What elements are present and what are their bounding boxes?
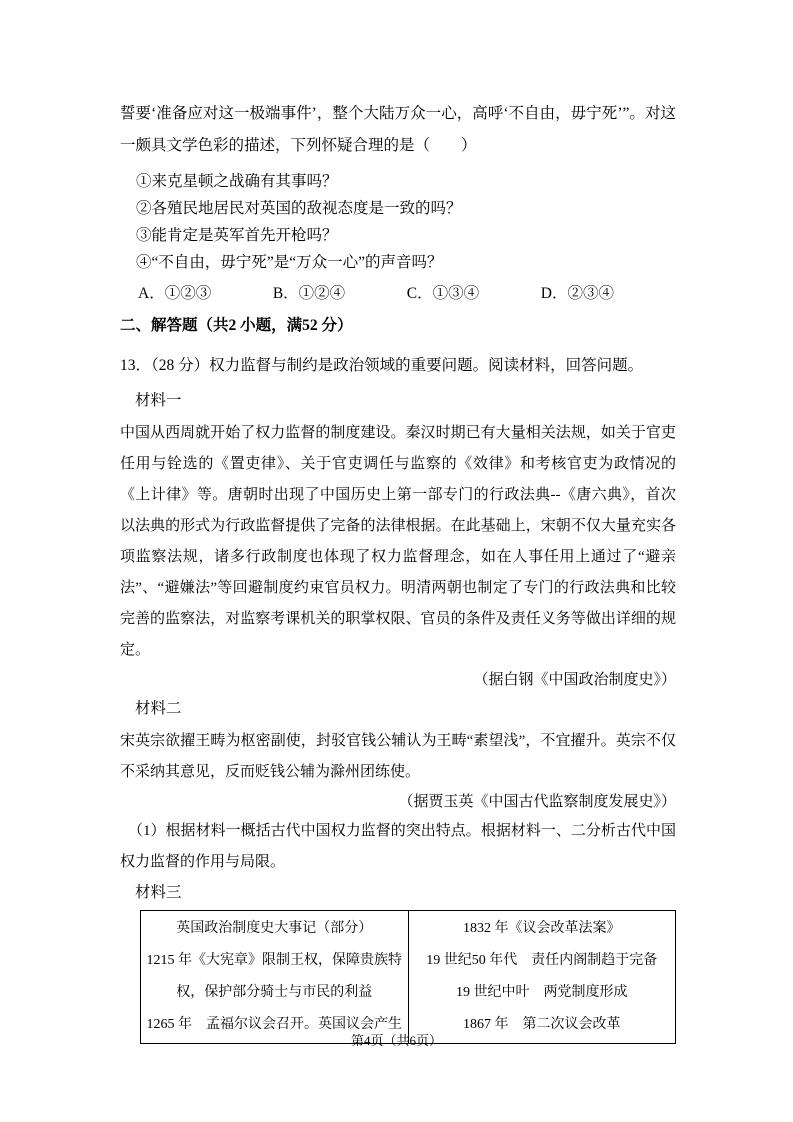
choice-d: D．②③④ <box>540 285 614 302</box>
material-2-label: 材料二 <box>135 700 182 717</box>
choice-a: A．①②③ <box>138 285 212 302</box>
material-1-text: 中国从西周就开始了权力监督的制度建设。秦汉时期已有大量相关法规，如关于官吏任用与铨选的《置吏律》、关于官吏调任与监察的《效律》和考核官吏为政情况的《上计律》等。唐朝时出现了中国历史上第一部专门的行政法典--《唐六典》，首次以法典的形式为行政监督提供了完备的法律根据。在此基础上，宋朝不仅大量充实各项监察法规，诸多行政制度也体现了权力监督理念，如在人事任用上通过了“避亲法”、“避嫌法”等回避制度约束官员权力。明清两朝也制定了专门的行政法典和比较完善的监察法，对监察考课机关的职掌权限、官员的条件及责任义务等做出详细的规定。 <box>120 425 676 658</box>
material-2-text: 宋英宗欲擢王畴为枢密副使，封驳官钱公辅认为王畴“素望浅”，不宜擢升。英宗不仅不采纳其意见，反而贬钱公辅为滁州团练使。 <box>120 733 676 780</box>
material-2-source: （据贾玉英《中国古代监察制度发展史》） <box>398 794 676 810</box>
question-12-item-2: ②各殖民地居民对英国的敌视态度是一致的吗？ <box>136 200 462 217</box>
choice-b: B．①②④ <box>272 285 346 302</box>
table-line: 英国政治制度史大事记（部分） <box>176 921 373 936</box>
material-3-table <box>140 910 676 1044</box>
table-line: 1215 年《大宪章》限制王权，保障贵族特权，保护部分骑士与市民的利益 <box>146 953 402 1000</box>
table-line: 19 世纪中叶 两党制度形成 <box>456 985 628 1000</box>
section-2-header: 二、解答题（共2 小题，满52 分） <box>120 317 353 334</box>
page-number-footer: 第4页（共6页） <box>350 1033 442 1048</box>
table-line: 1265 年 孟福尔议会召开。英国议会产生 <box>146 1017 402 1032</box>
table-line: 19 世纪50 年代 责任内阁制趋于完备 <box>426 953 658 968</box>
page-content <box>120 98 676 1044</box>
question-12-text: 誓要‘准备应对这一极端事件’，整个大陆万众一心，高呼‘不自由，毋宁死’”。对这一颇具文学色彩的描述，下列怀疑合理的是（ ） <box>120 105 676 154</box>
question-13-stem: 13．（28 分）权力监督与制约是政治领域的重要问题。阅读材料，回答问题。 <box>120 357 644 374</box>
table-row <box>141 911 676 1044</box>
table-cell-britain-events-later <box>408 911 676 1044</box>
question-12-item-3: ③能肯定是英军首先开枪吗？ <box>136 227 338 244</box>
material-3-label: 材料三 <box>135 884 182 901</box>
question-12-choices <box>120 280 676 308</box>
table-line: 1832 年《议会改革法案》 <box>463 921 621 936</box>
question-13-sub-question-1: （1）根据材料一概括古代中国权力监督的突出特点。根据材料一、二分析古代中国权力监督的作用与局限。 <box>120 823 676 870</box>
material-1-source: （据白钢《中国政治制度史》） <box>473 672 676 688</box>
question-12-items <box>120 168 676 276</box>
table-cell-britain-events-early <box>141 911 409 1044</box>
choice-c: C．①③④ <box>406 285 480 302</box>
table-line: 1867 年 第二次议会改革 <box>463 1017 621 1032</box>
question-12-item-1: ①来克星顿之战确有其事吗？ <box>136 173 338 190</box>
question-12-item-4: ④“不自由，毋宁死”是“万众一心”的声音吗？ <box>136 254 443 271</box>
material-1-label: 材料一 <box>135 392 182 409</box>
